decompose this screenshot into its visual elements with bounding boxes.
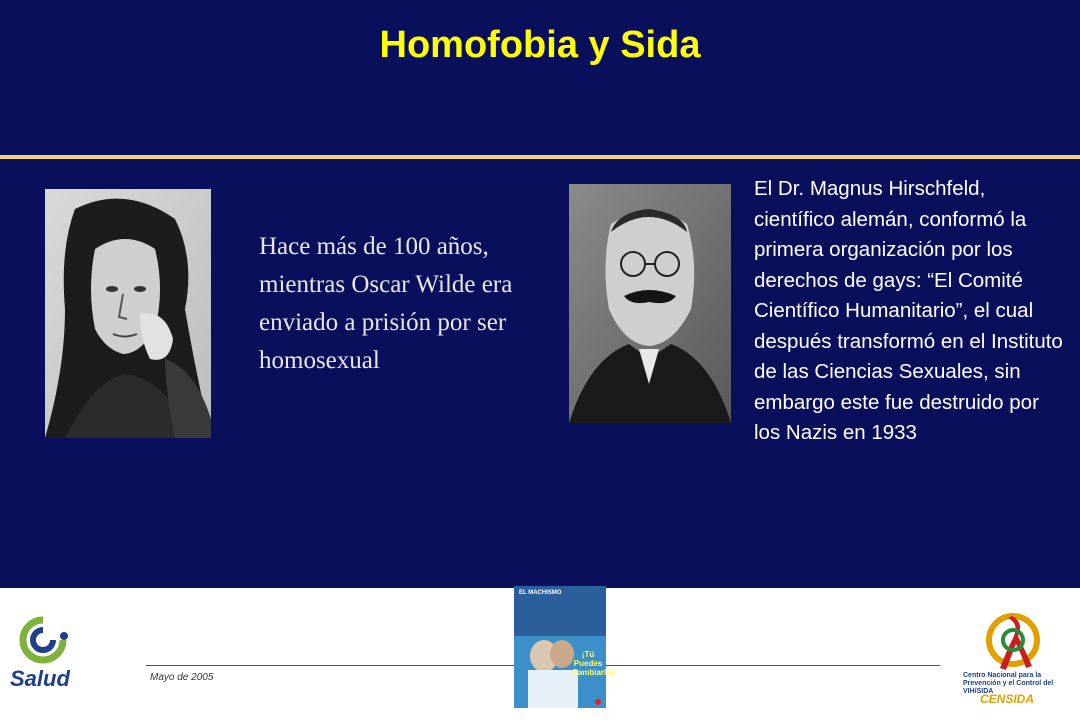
censida-ribbon-icon — [980, 612, 1046, 672]
censida-wordmark: CENSIDA — [980, 692, 1035, 706]
campaign-poster — [514, 586, 614, 720]
title-divider — [0, 155, 1080, 159]
poster-slogan: ¡Tú Puedes Cambiarlo! — [572, 650, 614, 677]
censida-logo — [980, 612, 1046, 672]
footer-date: Mayo de 2005 — [150, 672, 214, 683]
oscar-wilde-photo — [45, 189, 211, 438]
salud-logo — [8, 614, 78, 664]
censida-full-name: Centro Nacional para la Prevención y el Control del VIH/SIDA — [963, 672, 1054, 695]
hirschfeld-caption: El Dr. Magnus Hirschfeld, científico alemán, conformó la primera organización por los derechos de gays: “El Comité Científico Humanitario”, el cual después transformó en el Instituto de las Ciencias Sexuales, sin embargo este fue destruido por los Nazis en 1933 — [754, 177, 1063, 444]
slide-title: Homofobia y Sida — [379, 24, 701, 66]
poster-headline: EL MACHISMO — [519, 590, 562, 596]
hirschfeld-photo — [569, 184, 731, 423]
salud-logo-text: Salud — [10, 666, 70, 691]
salud-swirl-icon — [8, 614, 78, 664]
wilde-caption: Hace más de 100 años, mientras Oscar Wilde era enviado a prisión por ser homosexual — [259, 233, 513, 374]
